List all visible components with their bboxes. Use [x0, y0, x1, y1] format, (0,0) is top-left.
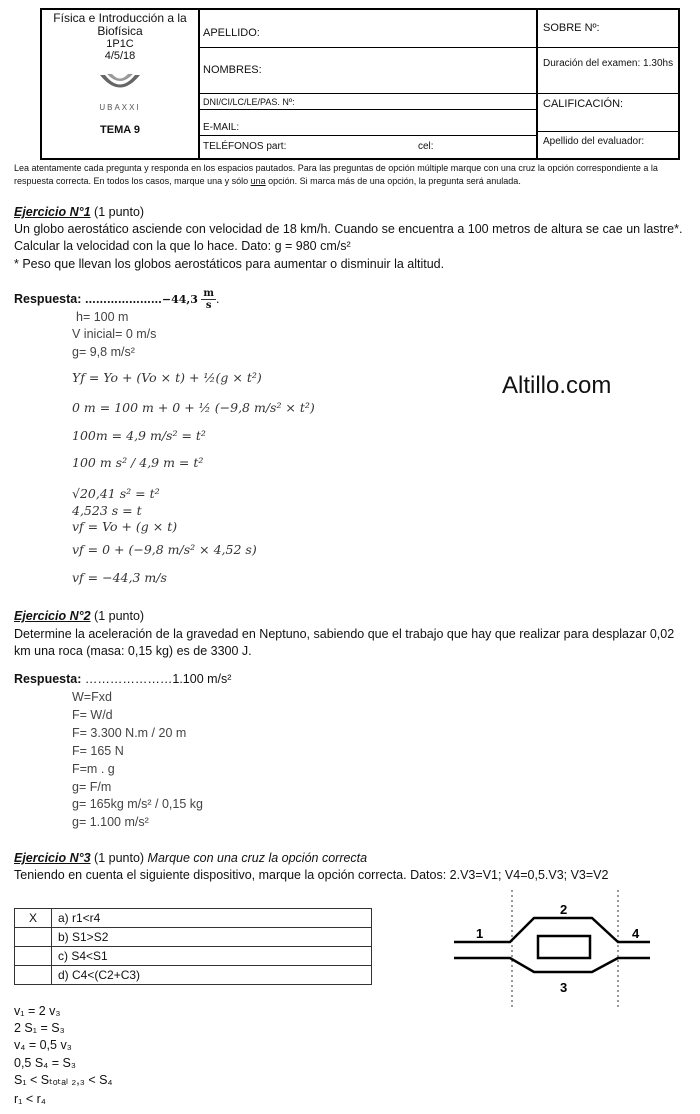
ubaxxi-logo-icon — [95, 70, 145, 100]
watermark: Altillo.com — [502, 372, 612, 399]
option-row-a[interactable] — [15, 909, 372, 928]
ex2-step-0: W=Fxd — [72, 690, 112, 704]
ex2-text: Determine la aceleración de la gravedad en Neptuno, sabiendo que el trabajo que hay que realizar para desplazar 0,02 km una roca (masa: 0,15 kg) es de 3300 J. — [14, 627, 675, 658]
student-fields — [198, 10, 538, 158]
ex3-text: Teniendo en cuenta el siguiente dispositivo, marque la opción correcta. Datos: 2.V3=V1; V4=0,5.V3; V3=V2 — [14, 868, 609, 882]
option-mark-d[interactable] — [15, 966, 52, 985]
ex3-solution-4: S₁ < Sₜₒₜₐₗ ₂,₃ < S₄ — [14, 1073, 113, 1087]
ex1-step-1: V inicial= 0 m/s — [72, 327, 157, 341]
sobre-field: SOBRE Nº: — [538, 10, 678, 48]
option-row-d[interactable] — [15, 966, 372, 985]
ex2-title: Ejercicio N°2 — [14, 609, 91, 623]
ex2-step-5: g= F/m — [72, 780, 112, 794]
instructions — [14, 162, 684, 188]
instructions-una: una — [250, 176, 266, 186]
ex2-answer-label: Respuesta: — [14, 672, 82, 686]
ex1-step-2: g= 9,8 m/s² — [72, 345, 135, 359]
pipe-diagram — [450, 890, 660, 1010]
ex1-eq-1: 0 m = 100 m + 0 + ½ (−9,8 m/s² × t²) — [72, 400, 315, 415]
apellido-field[interactable]: APELLIDO: — [198, 10, 538, 48]
ex3-solution-0: v₁ = 2 v₃ — [14, 1004, 61, 1018]
ex2-step-7: g= 1.100 m/s² — [72, 815, 149, 829]
ex1-note: * Peso que llevan los globos aerostáticos para aumentar o disminuir la altitud. — [14, 257, 445, 271]
course-section: 1P1C — [106, 38, 134, 50]
option-row-c[interactable] — [15, 947, 372, 966]
pipe-upper-wall — [454, 918, 650, 942]
option-mark-c[interactable] — [15, 947, 52, 966]
telefonos-field[interactable] — [198, 136, 538, 160]
ex2-answer-row — [14, 671, 684, 688]
option-label-c: c) S4<S1 — [52, 947, 372, 966]
ex1-header — [14, 204, 684, 221]
ex1-eq-2: 100m = 4,9 m/s² = t² — [72, 428, 206, 443]
exam-info-block — [536, 10, 678, 158]
ex2-step-1: F= W/d — [72, 708, 113, 722]
email-field[interactable]: E-MAIL: — [198, 110, 538, 136]
ex1-text: Un globo aerostático asciende con velocidad de 18 km/h. Cuando se encuentra a 100 metros de altura se cae un lastre*. Calcular la velocidad con la que lo hace. Dato: g = 980 cm/s² — [14, 222, 683, 253]
option-label-a: a) r1<r4 — [52, 909, 372, 928]
ex1-answer-row: Respuesta: …………………−44,3 $\frac{m}{s}$ . — [14, 288, 220, 311]
ex3-solution-5: r₁ < r₄ — [14, 1092, 46, 1106]
course-title: Física e Introducción a la Biofísica — [53, 11, 187, 38]
option-row-b[interactable] — [15, 928, 372, 947]
exam-header — [40, 8, 680, 160]
tema-label: TEMA 9 — [100, 124, 140, 136]
ex1-step-0: h= 100 m — [76, 310, 129, 324]
ex1-answer: …………………−44,3 — [84, 292, 198, 306]
label-3: 3 — [560, 980, 568, 995]
duracion-field: Duración del examen: 1.30hs — [538, 48, 678, 94]
instructions-part-a: Lea atentamente cada pregunta y responda en los espacios pautados. Para las preguntas de opción múltiple marque con una cruz la opción correspondiente a la respuesta correcta. En todos los casos, marque una y sólo — [14, 163, 658, 186]
ex2-points: (1 punto) — [90, 609, 145, 623]
ex1-eq-4: √20,41 s² = t² — [72, 486, 160, 501]
ex2-step-6: g= 165kg m/s² / 0,15 kg — [72, 797, 203, 811]
ex1-points: (1 punto) — [90, 205, 145, 219]
telefonos-label: TELÉFONOS part: — [203, 141, 287, 152]
ex1-eq-8: vf = −44,3 m/s — [72, 570, 167, 585]
ex3-header — [14, 850, 684, 867]
calificacion-field: CALIFICACIÓN: — [538, 94, 678, 132]
ex1-eq-5: 4,523 s = t — [72, 503, 142, 518]
ex1-eq-6: vf = Vo + (g × t) — [72, 519, 178, 534]
ex1-eq-3: 100 m s² / 4,9 m = t² — [72, 455, 204, 470]
pipe-obstacle — [538, 936, 590, 958]
nombres-field[interactable]: NOMBRES: — [198, 48, 538, 94]
instructions-part-b: opción. Si marca más de una opción, la pregunta será anulada. — [265, 176, 521, 186]
ex3-solution-3: 0,5 S₄ = S₃ — [14, 1056, 76, 1070]
ex2-step-3: F= 165 N — [72, 744, 124, 758]
option-label-d: d) C4<(C2+C3) — [52, 966, 372, 985]
ex1-eq-7: vf = 0 + (−9,8 m/s² × 4,52 s) — [72, 542, 257, 557]
ex1-answer-label: Respuesta: — [14, 291, 82, 306]
ex1-answer-unit: $\frac{m}{s}$ — [203, 288, 214, 311]
logo-text: UBAXXI — [99, 103, 141, 112]
ex2-step-4: F=m . g — [72, 762, 115, 776]
course-block — [42, 10, 200, 158]
ex3-instr: Marque con una cruz la opción correcta — [147, 851, 368, 865]
ex2-header — [14, 608, 684, 625]
ex3-solution-2: v₄ = 0,5 v₃ — [14, 1038, 72, 1052]
exam-date: 4/5/18 — [104, 50, 136, 62]
ex1-eq-0: Yf = Yo + (Vo × t) + ½(g × t²) — [72, 370, 262, 385]
ex1-title: Ejercicio N°1 — [14, 205, 91, 219]
ex3-solution-1: 2 S₁ = S₃ — [14, 1021, 65, 1035]
option-label-b: b) S1>S2 — [52, 928, 372, 947]
label-2: 2 — [560, 902, 568, 917]
ex3-title: Ejercicio N°3 — [14, 851, 91, 865]
ex2-answer: …………………1.100 m/s² — [84, 672, 232, 686]
option-mark-a[interactable]: X — [15, 909, 52, 928]
options-table — [14, 908, 372, 985]
ex3-points: (1 punto) — [90, 851, 148, 865]
option-mark-b[interactable] — [15, 928, 52, 947]
label-4: 4 — [632, 926, 640, 941]
label-1: 1 — [476, 926, 484, 941]
ex2-step-2: F= 3.300 N.m / 20 m — [72, 726, 187, 740]
cel-label: cel: — [418, 141, 434, 152]
dni-field[interactable]: DNI/CI/LC/LE/PAS. Nº: — [198, 94, 538, 110]
evaluador-field: Apellido del evaluador: — [543, 136, 645, 147]
pipe-lower-wall — [454, 958, 650, 972]
